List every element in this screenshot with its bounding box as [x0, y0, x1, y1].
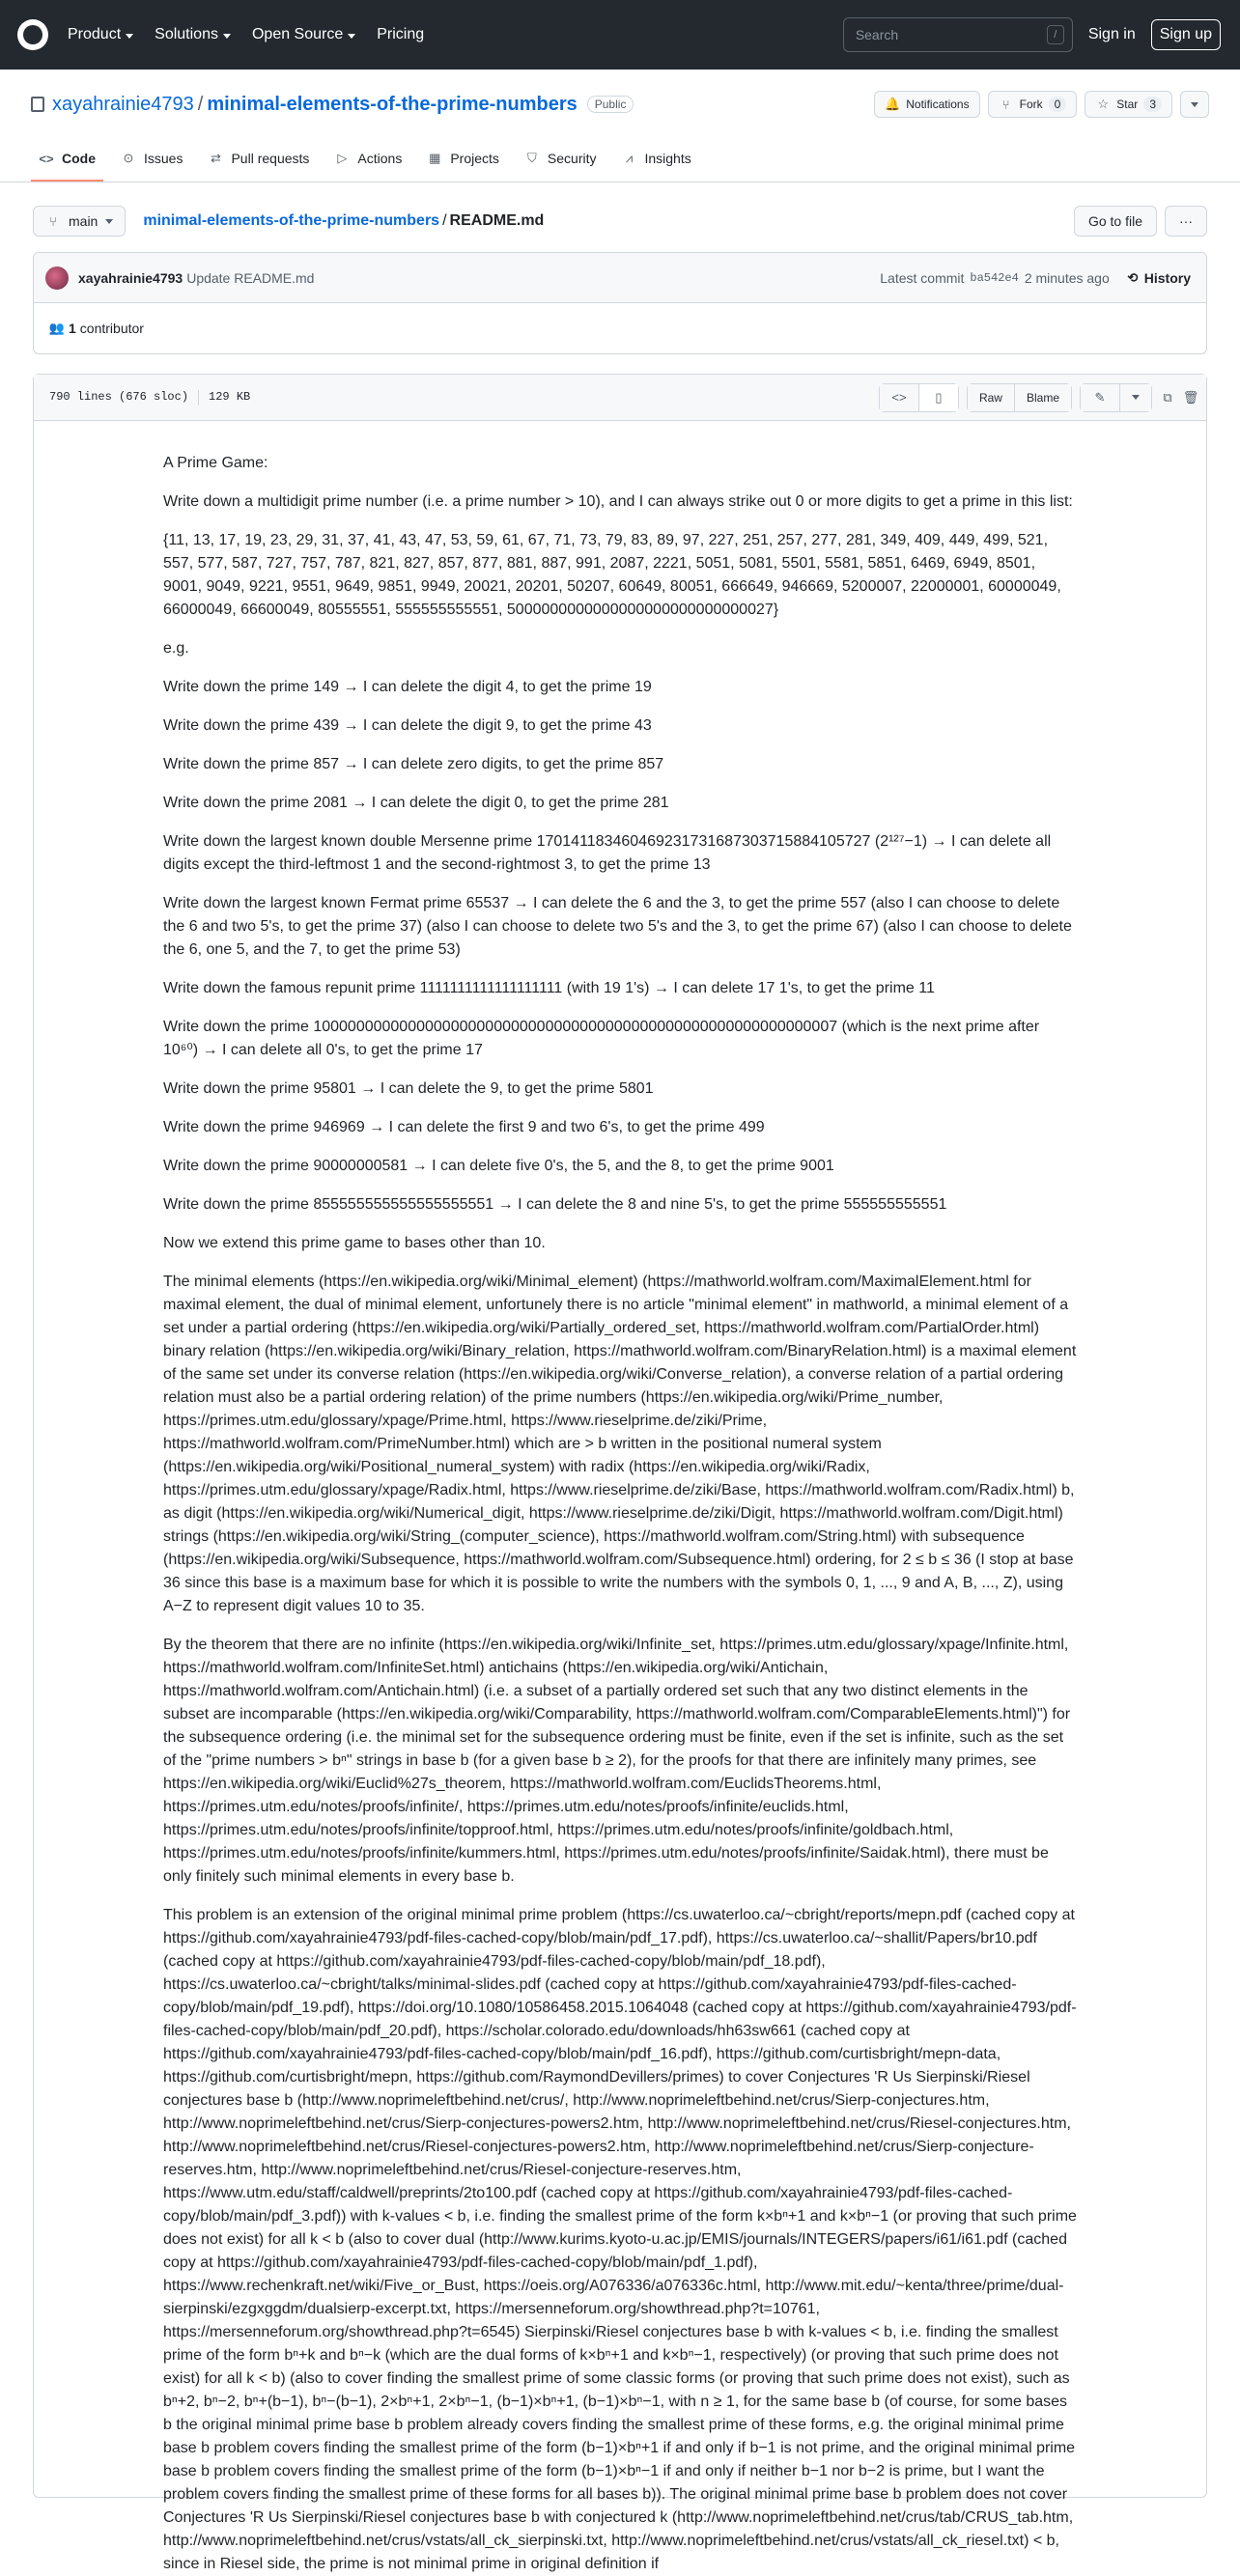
tab-issues[interactable]: ⊙ Issues	[113, 135, 190, 182]
breadcrumb-file: README.md	[449, 212, 545, 229]
more-options-button[interactable]: ···	[1165, 206, 1207, 237]
readme-paragraph: Write down the largest known double Mersenne prime 170141183460469231731687303715884105727 (2¹²⁷−1) → I can delete all digits except the third-leftmost 1 and the second-rightmost 3, to get the prime 13	[163, 833, 1052, 873]
github-logo-icon[interactable]	[17, 19, 48, 50]
view-toggle	[879, 383, 959, 412]
tab-projects[interactable]: ▦ Projects	[429, 151, 499, 166]
global-header	[0, 0, 1240, 70]
pull-request-icon: ⇄	[211, 151, 221, 165]
sign-in-link[interactable]: Sign in	[1087, 26, 1136, 42]
repo-owner-link[interactable]: xayahrainie4793	[52, 93, 194, 115]
nav-product[interactable]: Product	[68, 26, 133, 43]
fork-icon: ⑂	[1001, 97, 1010, 112]
readme-paragraph: Write down the prime 90000000581 → I can delete five 0's, the 5, and the 8, to get the prime 9001	[163, 1158, 834, 1174]
readme-paragraph: Write down the prime 946969 → I can delete the first 9 and two 6's, to get the prime 499	[163, 1119, 765, 1135]
file-viewer	[33, 374, 1207, 2572]
play-icon: ▷	[337, 151, 348, 165]
graph-icon: ⩘	[625, 151, 634, 165]
people-icon: 👥	[48, 321, 66, 335]
file-lines: 790 lines (676 sloc)	[49, 389, 189, 404]
trash-icon[interactable]: 🗑	[1182, 389, 1199, 405]
latest-commit-box	[33, 252, 1207, 354]
readme-paragraph: Write down the largest known Fermat prime 65537 → I can delete the 6 and the 3, to get the prime 557 (also I can choose to delete the 6 and two 5's, to get the prime 37) (also I can choose to delete two 5's and the 3, to get the prime 67) (also I can choose to delete the 6, one 5, and the 7, to get the prime 53)	[163, 895, 1072, 958]
readme-paragraph: Write down the prime 439 → I can delete the digit 9, to get the prime 43	[163, 717, 652, 734]
breadcrumb-repo-link[interactable]: minimal-elements-of-the-prime-numbers	[143, 212, 440, 229]
chevron-down-icon	[1132, 395, 1140, 400]
tab-insights[interactable]: ⩘ Insights	[613, 135, 698, 182]
fork-button[interactable]: ⑂ Fork 0	[988, 91, 1078, 118]
shield-icon: ⛉	[527, 151, 537, 165]
chevron-down-icon	[348, 34, 355, 39]
code-icon: <>	[39, 151, 54, 166]
visibility-badge: Public	[587, 96, 634, 113]
latest-commit-label: Latest commit	[880, 269, 965, 286]
readme-content	[34, 421, 1206, 2576]
readme-paragraph: Now we extend this prime game to bases other than 10.	[163, 1235, 546, 1251]
tab-security[interactable]: ⛉ Security	[517, 135, 605, 182]
avatar[interactable]	[45, 266, 69, 290]
readme-paragraph: Write down the famous repunit prime 1111111111111111111 (with 19 1's) → I can delete 17 1's, to get the prime 11	[163, 980, 935, 996]
blame-button[interactable]: Blame	[1014, 384, 1071, 411]
nav-open-source[interactable]: Open Source	[252, 26, 355, 43]
chevron-down-icon	[126, 34, 133, 39]
raw-blame-group	[967, 383, 1072, 412]
readme-paragraph: e.g.	[163, 640, 189, 657]
readme-paragraph: The minimal elements (https://en.wikipedia.org/wiki/Minimal_element) (https://mathworld.wolfram.com/MaximalElement.html for maximal element, the dual of minimal element, unfortunely there is no article "minimal element" in mathworld, a minimal element of a set under a partial ordering (https://en.wikipedia.org/wiki/Partially_ordered_set, https://mathworld.wolfram.com/PartialOrder.html) binary relation (https://en.wikipedia.org/wiki/Binary_relation, https://mathworld.wolfram.com/BinaryRelation.html) is a maximal element of the same set under its converse relation (https://en.wikipedia.org/wiki/Converse_relation), a converse relation of a partial ordering relation must also be a partial ordering relation) of the prime numbers (https://en.wikipedia.org/wiki/Prime_number, https://primes.utm.edu/glossary/xpage/Prime.html, https://www.rieselprime.de/ziki/Prime, https://mathworld.wolfram.com/PrimeNumber.html) which are > b written in the positional numeral system (https://en.wikipedia.org/wiki/Positional_numeral_system) with radix (https://en.wikipedia.org/wiki/Radix, https://primes.utm.edu/glossary/xpage/Radix.html, https://www.rieselprime.de/ziki/Base, https://mathworld.wolfram.com/Radix.html) b, as digit (https://en.wikipedia.org/wiki/Numerical_digit, https://www.rieselprime.de/ziki/Digit, https://mathworld.wolfram.com/Digit.html) strings (https://en.wikipedia.org/wiki/String_(computer_science), https://mathworld.wolfram.com/String.html) with subsequence (https://en.wikipedia.org/wiki/Subsequence, https://mathworld.wolfram.com/Subsequence.html) ordering, for 2 ≤ b ≤ 36 (I stop at base 36 since this base is a maximum base for which it is possible to write the numbers with the symbols 0, 1, ..., 9 and A, B, ..., Z), using A−Z to represent digit values 10 to 35.	[163, 1274, 1077, 1614]
search-shortcut-hint: /	[1047, 25, 1064, 44]
star-button[interactable]: ☆ Star 3	[1085, 91, 1172, 118]
breadcrumb: minimal-elements-of-the-prime-numbers / README.md	[143, 212, 545, 229]
nav-solutions[interactable]: Solutions	[155, 26, 231, 43]
commit-time: 2 minutes ago	[1024, 269, 1110, 286]
commit-message[interactable]: Update README.md	[186, 269, 315, 286]
star-dropdown-button[interactable]	[1180, 91, 1209, 118]
edit-button[interactable]	[1081, 384, 1119, 411]
contributors-count: 1	[69, 321, 76, 336]
readme-paragraph: Write down the prime 855555555555555555551 → I can delete the 8 and nine 5's, to get the prime 555555555551	[163, 1196, 947, 1213]
star-count: 3	[1143, 97, 1162, 112]
raw-button[interactable]: Raw	[968, 384, 1014, 411]
star-icon: ☆	[1097, 97, 1110, 111]
readme-paragraph: By the theorem that there are no infinite (https://en.wikipedia.org/wiki/Infinite_set, https://primes.utm.edu/glossary/xpage/Infinite.html, https://mathworld.wolfram.com/InfiniteSet.html) antichains (https://en.wikipedia.org/wiki/Antichain, https://mathworld.wolfram.com/Antichain.html) (i.e. a subset of a partially ordered set such that any two distinct elements in the subset are incomparable (https://en.wikipedia.org/wiki/Comparability, https://mathworld.wolfram.com/ComparableElements.html)") for the subsequence ordering (i.e. the minimal set for the subsequence ordering must be finite, even if the set is infinite, such as the set of the "prime numbers > bⁿ" strings in base b (for a given base b ≥ 2), for the proofs for that there are infinitely many primes, see https://en.wikipedia.org/wiki/Euclid%27s_theorem, https://mathworld.wolfram.com/EuclidsTheorems.html, https://primes.utm.edu/notes/proofs/infinite/, https://primes.utm.edu/notes/proofs/infinite/euclids.html, https://primes.utm.edu/notes/proofs/infinite/topproof.html, https://primes.utm.edu/notes/proofs/infinite/goldbach.html, https://primes.utm.edu/notes/proofs/infinite/kummers.html, https://primes.utm.edu/notes/proofs/infinite/Saidak.html), there must be only finitely such minimal elements in every base b.	[163, 1637, 1071, 1885]
readme-paragraph: Write down a multidigit prime number (i.e. a prime number > 10), and I can always strike out 0 or more digits to get a prime in this list:	[163, 493, 1073, 510]
commit-author-link[interactable]: xayahrainie4793	[78, 269, 183, 286]
branch-icon: ⑂	[49, 213, 57, 229]
contributors-row[interactable]	[34, 303, 1206, 353]
readme-paragraph: A Prime Game:	[163, 455, 268, 471]
bell-icon: 🔔	[885, 97, 901, 111]
readme-paragraph: Write down the prime 149 → I can delete the digit 4, to get the prime 19	[163, 679, 652, 695]
readme-paragraph: {11, 13, 17, 19, 23, 29, 31, 37, 41, 43, 47, 53, 59, 61, 67, 71, 73, 79, 83, 89, 97, 227, 251, 257, 277, 281, 349, 409, 449, 499, 521, 557, 577, 587, 727, 757, 787, 821, 827, 857, 877, 881, 887, 991, 2087, 2221, 5051, 5081, 5501, 5581, 5851, 6469, 6949, 8501, 9001, 9049, 9221, 9551, 9649, 9851, 9949, 20021, 20201, 50207, 60649, 80051, 666649, 946669, 5200007, 22000001, 60000049, 66000049, 66600049, 80555551, 555555555551, 5000000000000000000000000000027}	[163, 532, 1061, 618]
go-to-file-button[interactable]: Go to file	[1074, 206, 1157, 237]
file-icon: ▯	[935, 389, 943, 405]
sign-up-button[interactable]: Sign up	[1151, 19, 1221, 50]
repo-tabs	[31, 135, 1209, 182]
file-size: 129 KB	[209, 389, 251, 404]
fork-count: 0	[1049, 97, 1067, 112]
tab-code[interactable]: <> Code	[31, 135, 103, 182]
search-input[interactable]: Search /	[843, 17, 1073, 52]
chevron-down-icon	[105, 219, 113, 224]
clock-icon: ⟲	[1127, 269, 1139, 285]
global-nav	[68, 26, 424, 43]
readme-paragraph: Write down the prime 95801 → I can delete the 9, to get the prime 5801	[163, 1080, 654, 1097]
commit-sha-link[interactable]: ba542e4	[970, 270, 1019, 285]
repo-header	[0, 70, 1240, 182]
table-icon: ▦	[429, 151, 441, 165]
repo-separator: /	[197, 93, 204, 115]
history-link[interactable]: ⟲ History	[1125, 270, 1191, 286]
issue-icon: ⊙	[123, 151, 134, 165]
contributors-label: contributor	[79, 321, 144, 336]
rendered-view-button[interactable]	[918, 384, 958, 411]
readme-paragraph: Write down the prime 1000000000000000000000000000000000000000000000000000000000007 (which is the next prime after 10⁶⁰) → I can delete all 0's, to get the prime 17	[163, 1019, 1040, 1058]
source-view-button[interactable]	[880, 384, 918, 411]
file-path-bar	[33, 206, 1207, 237]
readme-paragraph: Write down the prime 857 → I can delete zero digits, to get the prime 857	[163, 756, 664, 772]
copy-icon[interactable]: ⧉	[1163, 389, 1172, 405]
notifications-button[interactable]: 🔔 Notifications	[874, 91, 979, 118]
chevron-down-icon	[223, 34, 231, 39]
code-icon: <>	[891, 390, 907, 405]
chevron-down-icon	[1191, 102, 1198, 107]
readme-paragraph: Write down the prime 2081 → I can delete the digit 0, to get the prime 281	[163, 795, 669, 811]
tab-pull-requests[interactable]: ⇄ Pull requests	[200, 135, 317, 182]
nav-pricing[interactable]: Pricing	[377, 26, 425, 42]
branch-selector[interactable]: ⑂ main	[33, 206, 126, 237]
tab-actions[interactable]: ▷ Actions	[326, 135, 409, 182]
edit-dropdown-button[interactable]	[1119, 384, 1151, 411]
readme-paragraph: This problem is an extension of the original minimal prime problem (https://cs.uwaterloo.ca/~cbright/reports/mepn.pdf (cached copy at https://github.com/xayahrainie4793/pdf-files-cached-copy/blob/main/pdf_17.pdf), https://cs.uwaterloo.ca/~shallit/Papers/br10.pdf (cached copy at https://github.com/xayahrainie4793/pdf-files-cached-copy/blob/main/pdf_18.pdf), https://cs.uwaterloo.ca/~cbright/talks/minimal-slides.pdf (cached copy at https://github.com/xayahrainie4793/pdf-files-cached-copy/blob/main/pdf_19.pdf), https://doi.org/10.1080/10586458.2015.1064048 (cached copy at https://github.com/xayahrainie4793/pdf-files-cached-copy/blob/main/pdf_20.pdf), https://scholar.colorado.edu/downloads/hh63sw661 (cached copy at https://github.com/xayahrainie4793/pdf-files-cached-copy/blob/main/pdf_16.pdf), https://github.com/curtisbright/mepn-data, https://github.com/curtisbright/mepn, https://github.com/RaymondDevillers/primes) to cover Conjectures 'R Us Sierpinski/Riesel conjectures base b (http://www.noprimeleftbehind.net/crus/, http://www.noprimeleftbehind.net/crus/Sierp-conjectures.htm, http://www.noprimeleftbehind.net/crus/Sierp-conjectures-powers2.htm, http://www.noprimeleftbehind.net/crus/Riesel-conjectures.htm, http://www.noprimeleftbehind.net/crus/Riesel-conjectures-powers2.htm, http://www.noprimeleftbehind.net/crus/Sierp-conjecture-reserves.htm, http://www.noprimeleftbehind.net/crus/Riesel-conjecture-reserves.htm, https://www.utm.edu/staff/caldwell/preprints/2to100.pdf (cached copy at https://github.com/xayahrainie4793/pdf-files-cached-copy/blob/main/pdf_3.pdf)) with k-values < b, i.e. finding the smallest prime of the form k×bⁿ+1 and k×bⁿ−1 (or proving that such prime does not exist) for all k < b (also to cover dual (http://www.kurims.kyoto-u.ac.jp/EMIS/journals/INTEGERS/papers/i61/i61.pdf (cached copy at https://github.com/xayahrainie4793/pdf-files-cached-copy/blob/main/pdf_1.pdf), https://www.rechenkraft.net/wiki/Five_or_Bust, https://oeis.org/A076336/a076336c.html, http://www.mit.edu/~kenta/three/prime/dual-sierpinski/ezgxggdm/dualsierp-excerpt.txt, https://mersenneforum.org/showthread.php?t=10761, https://mersenneforum.org/showthread.php?t=6545) Sierpinski/Riesel conjectures base b with k-values < b, i.e. finding the smallest prime of the form bⁿ+k and bⁿ−k (which are the dual forms of k×bⁿ+1 and k×bⁿ−1, respectively) (or proving that such prime does not exist) for all k < b) (also to cover finding the smallest prime of some classic forms (or proving that such prime does not exist), such as bⁿ+2, bⁿ−2, bⁿ+(b−1), bⁿ−(b−1), 2×bⁿ+1, 2×bⁿ−1, (b−1)×bⁿ+1, (b−1)×bⁿ−1, with n ≥ 1, for the same base b (of course, for some bases b the original minimal prime base b problem already covers finding the smallest prime of these forms, e.g. the original minimal prime base b problem covers finding the smallest prime of the form (b−1)×bⁿ+1 if and only if b−1 is not prime, and the original minimal prime base b problem covers finding the smallest prime of the form (b−1)×bⁿ−1 if and only if neither b−1 nor b−2 is prime, but I want the problem covers finding the smallest prime of these forms for all bases b)). The original minimal prime base b problem does not cover Conjectures 'R Us Sierpinski/Riesel conjectures base b with conjectured k (http://www.noprimeleftbehind.net/crus/tab/CRUS_tab.htm, http://www.noprimeleftbehind.net/crus/vstats/all_ck_sierpinski.txt, http://www.noprimeleftbehind.net/crus/vstats/all_ck_riesel.txt) < b, since in Riesel side, the prime is not minimal prime in original definition if	[163, 1907, 1077, 2572]
edit-group	[1080, 383, 1152, 412]
file-header	[34, 375, 1206, 421]
pencil-icon: ✎	[1094, 389, 1106, 405]
divider	[198, 390, 199, 406]
repo-name-link[interactable]: minimal-elements-of-the-prime-numbers	[207, 93, 578, 115]
repo-icon	[31, 97, 44, 112]
